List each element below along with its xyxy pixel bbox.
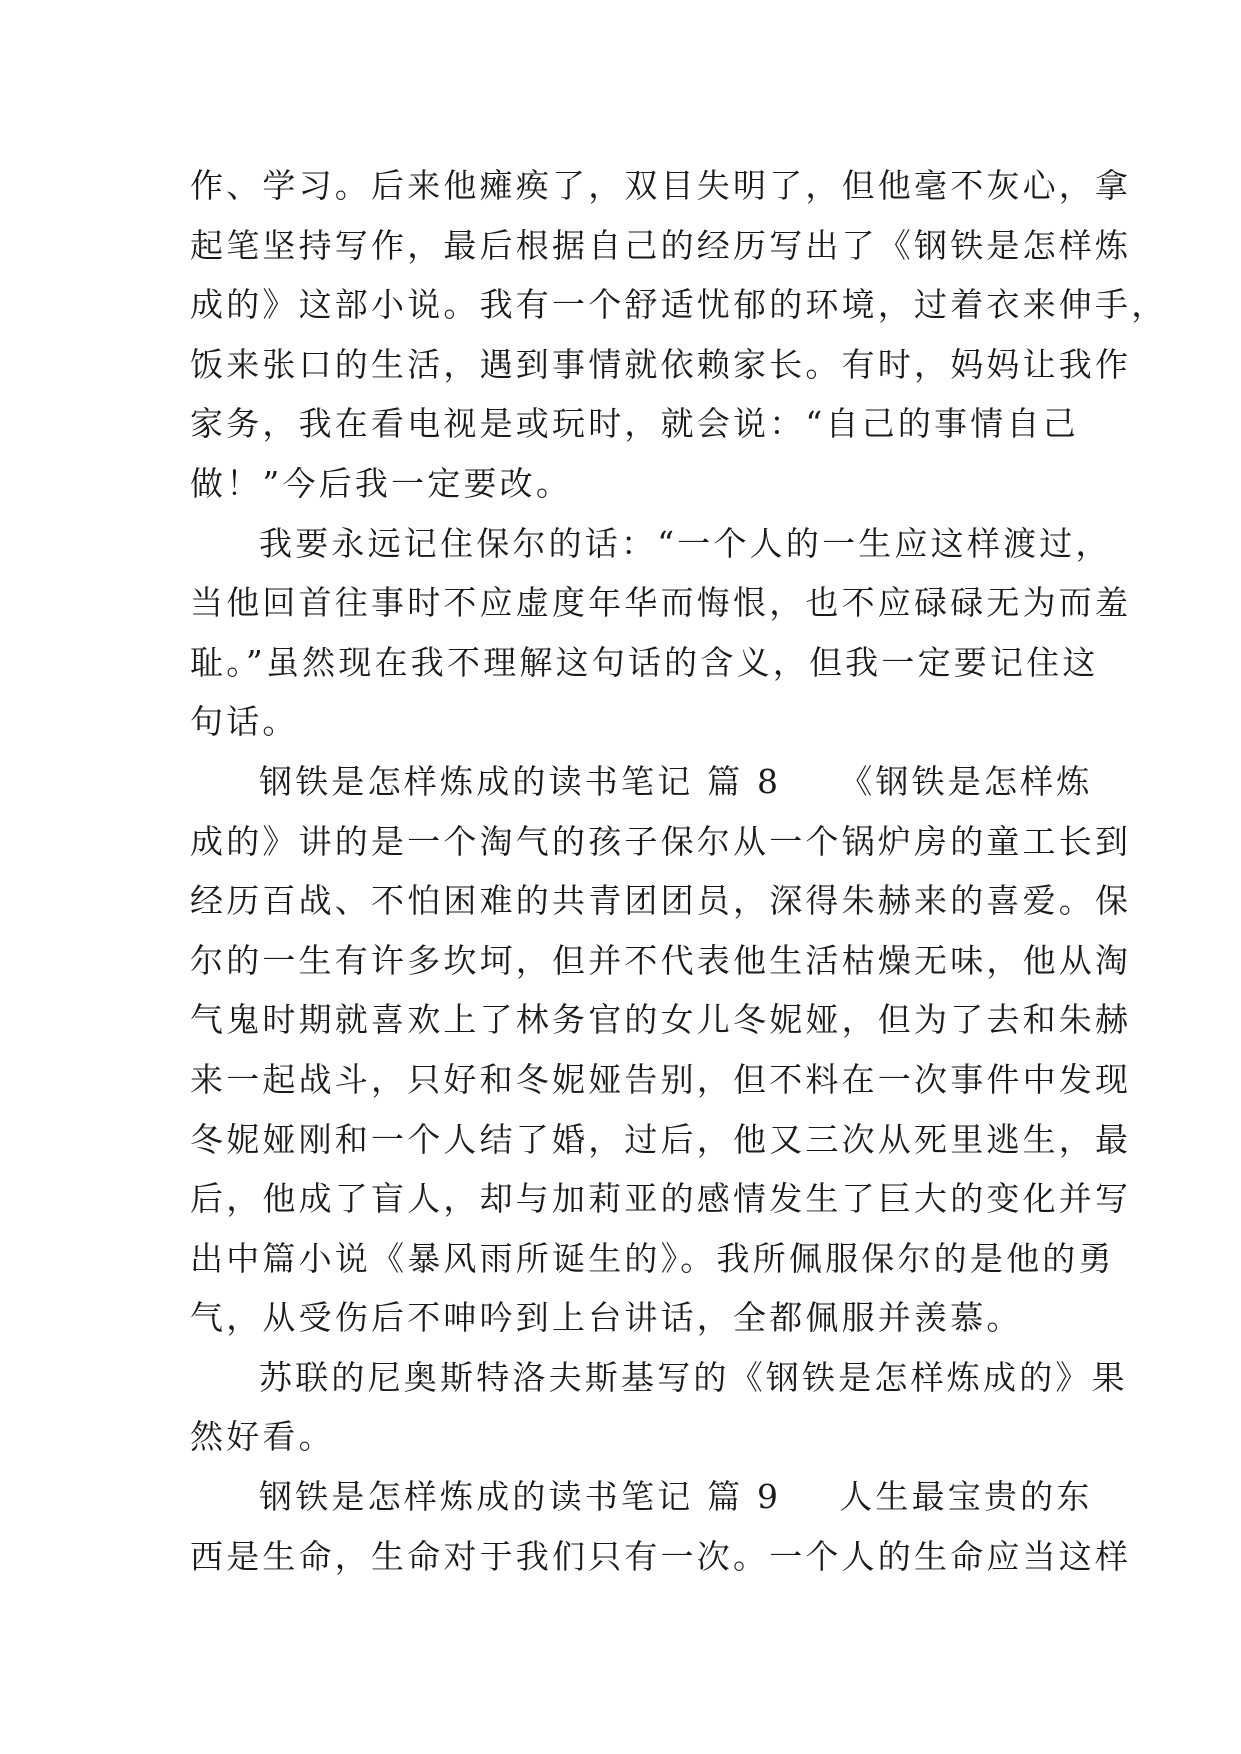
text-line: 气，从受伤后不呻吟到上台讲话，全都佩服并羡慕。 [190,1298,1023,1338]
text-line: 来一起战斗，只好和冬妮娅告别，但不料在一次事件中发现 [190,1059,1132,1099]
text-line: 苏联的尼奥斯特洛夫斯基写的《钢铁是怎样炼成的》果 [259,1357,1128,1397]
text-line: 成的》这部小说。我有一个舒适忧郁的环境，过着衣来伸手， [190,285,1168,325]
section-heading-line [190,752,1093,812]
text-line: 饭来张口的生活，遇到事情就依赖家长。有时，妈妈让我作 [190,344,1132,384]
section-heading-line [190,1467,1093,1527]
section-text: 人生最宝贵的东 [839,1477,1093,1517]
text-line: 冬妮娅刚和一个人结了婚，过后，他又三次从死里逃生，最 [190,1119,1132,1159]
text-line: 尔的一生有许多坎坷，但并不代表他生活枯燥无味，他从淘 [190,940,1132,980]
text-line: 经历百战、不怕困难的共青团团员，深得朱赫来的喜爱。保 [190,881,1132,921]
text-line: 做！”今后我一定要改。 [190,463,573,503]
text-line: 耻。”虽然现在我不理解这句话的含义，但我一定要记住这 [190,642,1099,682]
text-line: 当他回首往事时不应虚度年华而悔恨，也不应碌碌无为而羞 [190,583,1132,623]
text-line: 气鬼时期就喜欢上了林务官的女儿冬妮娅，但为了去和朱赫 [190,1000,1132,1040]
text-line: 出中篇小说《暴风雨所诞生的》。我所佩服保尔的是他的勇 [190,1238,1115,1278]
document-body [190,156,1168,1586]
section-heading: 钢铁是怎样炼成的读书笔记 篇 8 [259,761,782,801]
text-line: 句话。 [190,702,299,742]
text-line: 家务，我在看电视是或玩时，就会说：“自己的事情自己 [190,404,1079,444]
text-line: 我要永远记住保尔的话：“一个人的一生应这样渡过， [259,523,1112,563]
section-text: 《钢铁是怎样炼 [839,761,1093,801]
section-heading: 钢铁是怎样炼成的读书笔记 篇 9 [259,1477,782,1517]
text-line: 作、学习。后来他瘫痪了，双目失明了，但他毫不灰心，拿 [190,166,1132,205]
text-line: 然好看。 [190,1417,335,1457]
text-line: 后，他成了盲人，却与加莉亚的感情发生了巨大的变化并写 [190,1179,1132,1219]
text-line: 起笔坚持写作，最后根据自己的经历写出了《钢铁是怎样炼 [190,225,1132,265]
text-line: 成的》讲的是一个淘气的孩子保尔从一个锅炉房的童工长到 [190,821,1132,861]
text-line: 西是生命，生命对于我们只有一次。一个人的生命应当这样 [190,1536,1132,1576]
